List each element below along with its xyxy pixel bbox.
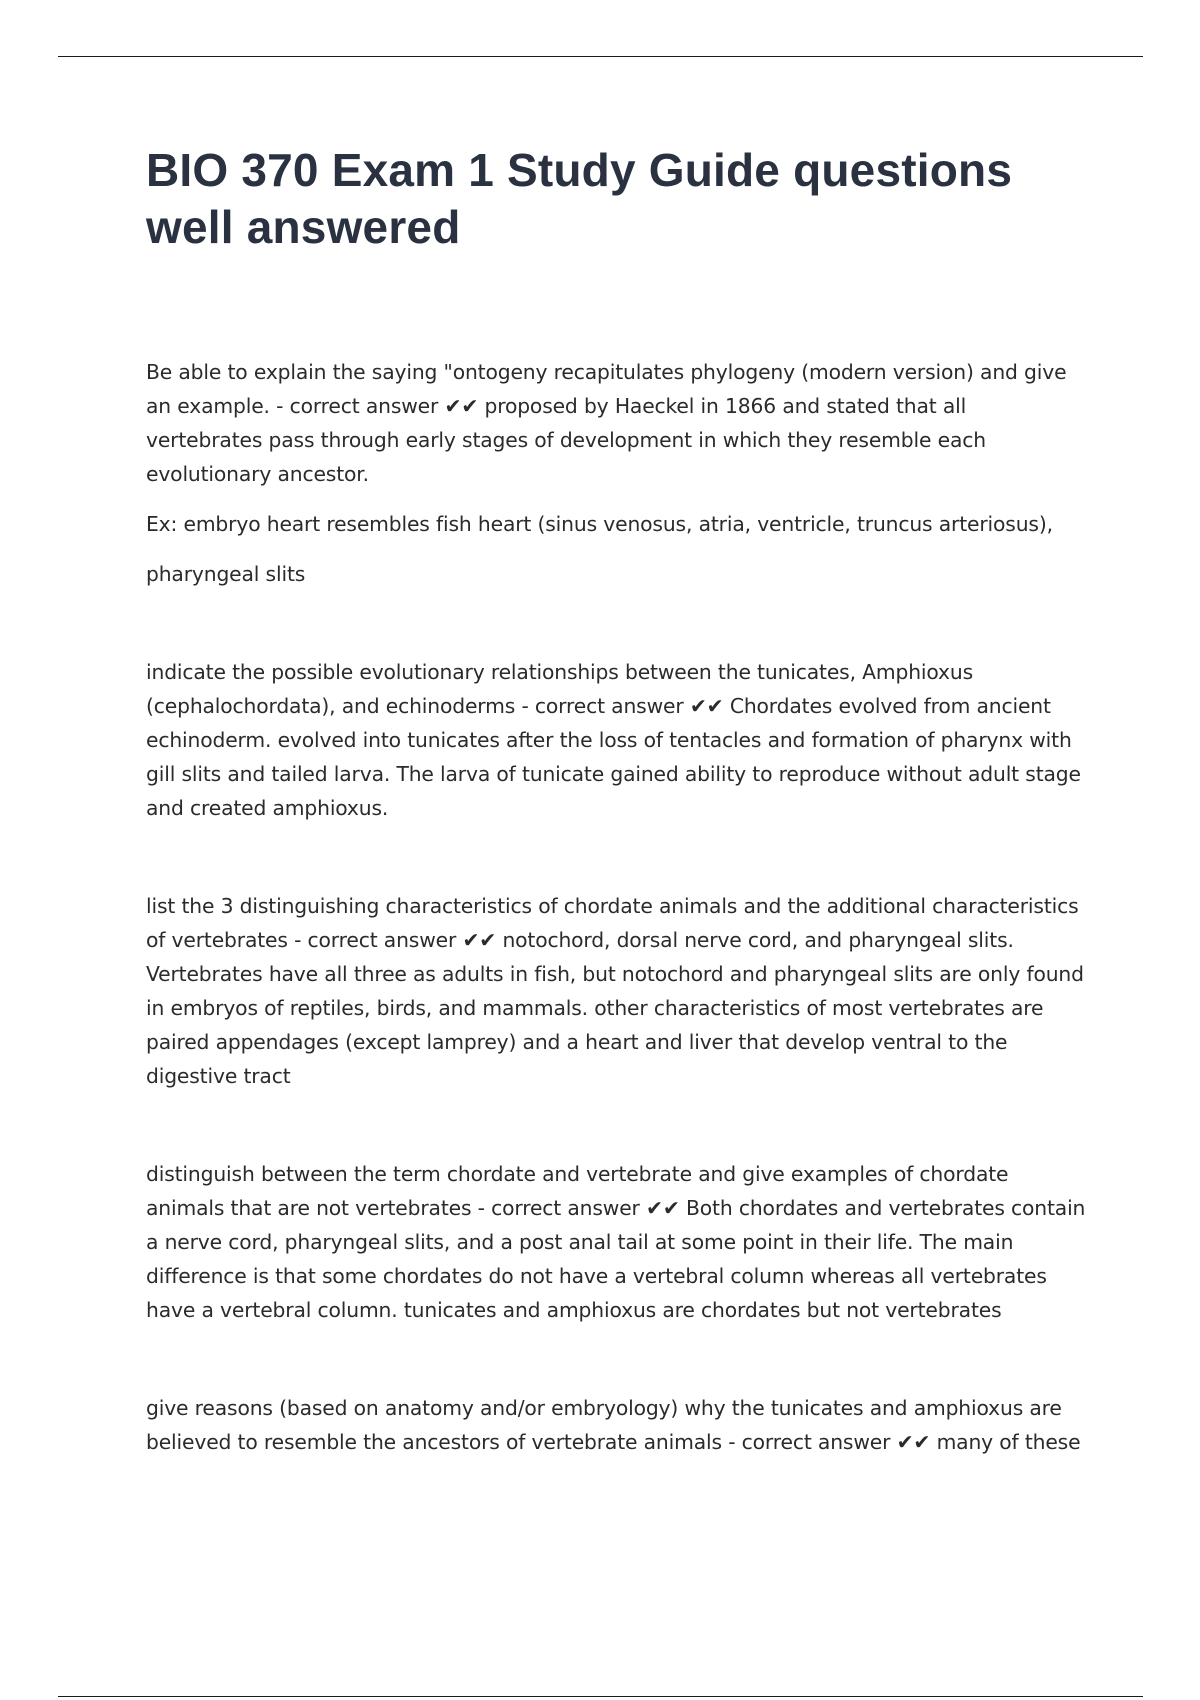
double-check-icon: ✔✔: [646, 1196, 680, 1220]
double-check-icon: ✔✔: [462, 928, 497, 952]
double-check-icon: ✔✔: [689, 694, 724, 718]
question-text: list the 3 distinguishing characteristics of chordate animals and the additional characteristics of vertebrates - correct answer: [146, 894, 1079, 952]
qa-paragraph: [146, 889, 1086, 1093]
example-line: pharyngeal slits: [146, 562, 306, 586]
qa-item-1: [146, 355, 1086, 591]
answer-text: proposed by Haeckel in 1866 and stated that all vertebrates pass through early stages of development in which they resemble each evolutionary ancestor.: [146, 394, 986, 486]
double-check-icon: ✔✔: [444, 394, 479, 418]
qa-paragraph: [146, 355, 1086, 491]
qa-item-4: [146, 1157, 1086, 1327]
qa-paragraph: [146, 655, 1086, 825]
answer-text: Chordates evolved from ancient echinoderm. evolved into tunicates after the loss of tentacles and formation of pharynx with gill slits and tailed larva. The larva of tunicate gained ability to reproduce without adult stage and created amphioxus.: [146, 694, 1081, 820]
qa-item-2: [146, 655, 1086, 825]
qa-paragraph: [146, 1391, 1086, 1459]
double-check-icon: ✔✔: [896, 1430, 931, 1454]
page-title: BIO 370 Exam 1 Study Guide questions well answered: [146, 144, 1013, 253]
qa-item-3: [146, 889, 1086, 1093]
answer-text: Both chordates and vertebrates contain a nerve cord, pharyngeal slits, and a post anal tail at some point in their life. The main difference is that some chordates do not have a vertebral column whereas all vertebrates have a vertebral column. tunicates and amphioxus are chordates but not vertebrates: [146, 1196, 1086, 1322]
header-rule: [58, 56, 1143, 57]
question-text: give reasons (based on anatomy and/or embryology) why the tunicates and amphioxus are believed to resemble the ancestors of vertebrate animals - correct answer: [146, 1396, 1062, 1454]
qa-item-5: [146, 1391, 1086, 1459]
question-text: Be able to explain the saying "ontogeny recapitulates phylogeny (modern version) and give an example. - correct answer: [146, 360, 1067, 418]
qa-paragraph: [146, 1157, 1086, 1327]
question-text: indicate the possible evolutionary relationships between the tunicates, Amphioxus (cephalochordata), and echinoderms - correct answer: [146, 660, 974, 718]
answer-text: notochord, dorsal nerve cord, and pharyngeal slits. Vertebrates have all three as adults in fish, but notochord and pharyngeal slits are only found in embryos of reptiles, birds, and mammals. other characteristics of most vertebrates are paired appendages (except lamprey) and a heart and liver that develop ventral to the digestive tract: [146, 928, 1084, 1088]
footer-rule: [58, 1696, 1143, 1697]
answer-text: many of these: [936, 1430, 1081, 1454]
study-guide-content: [146, 355, 1086, 1459]
example-line: Ex: embryo heart resembles fish heart (sinus venosus, atria, ventricle, truncus arteriosus),: [146, 512, 1053, 536]
question-text: distinguish between the term chordate and vertebrate and give examples of chordate animals that are not vertebrates - correct answer: [146, 1162, 1009, 1220]
